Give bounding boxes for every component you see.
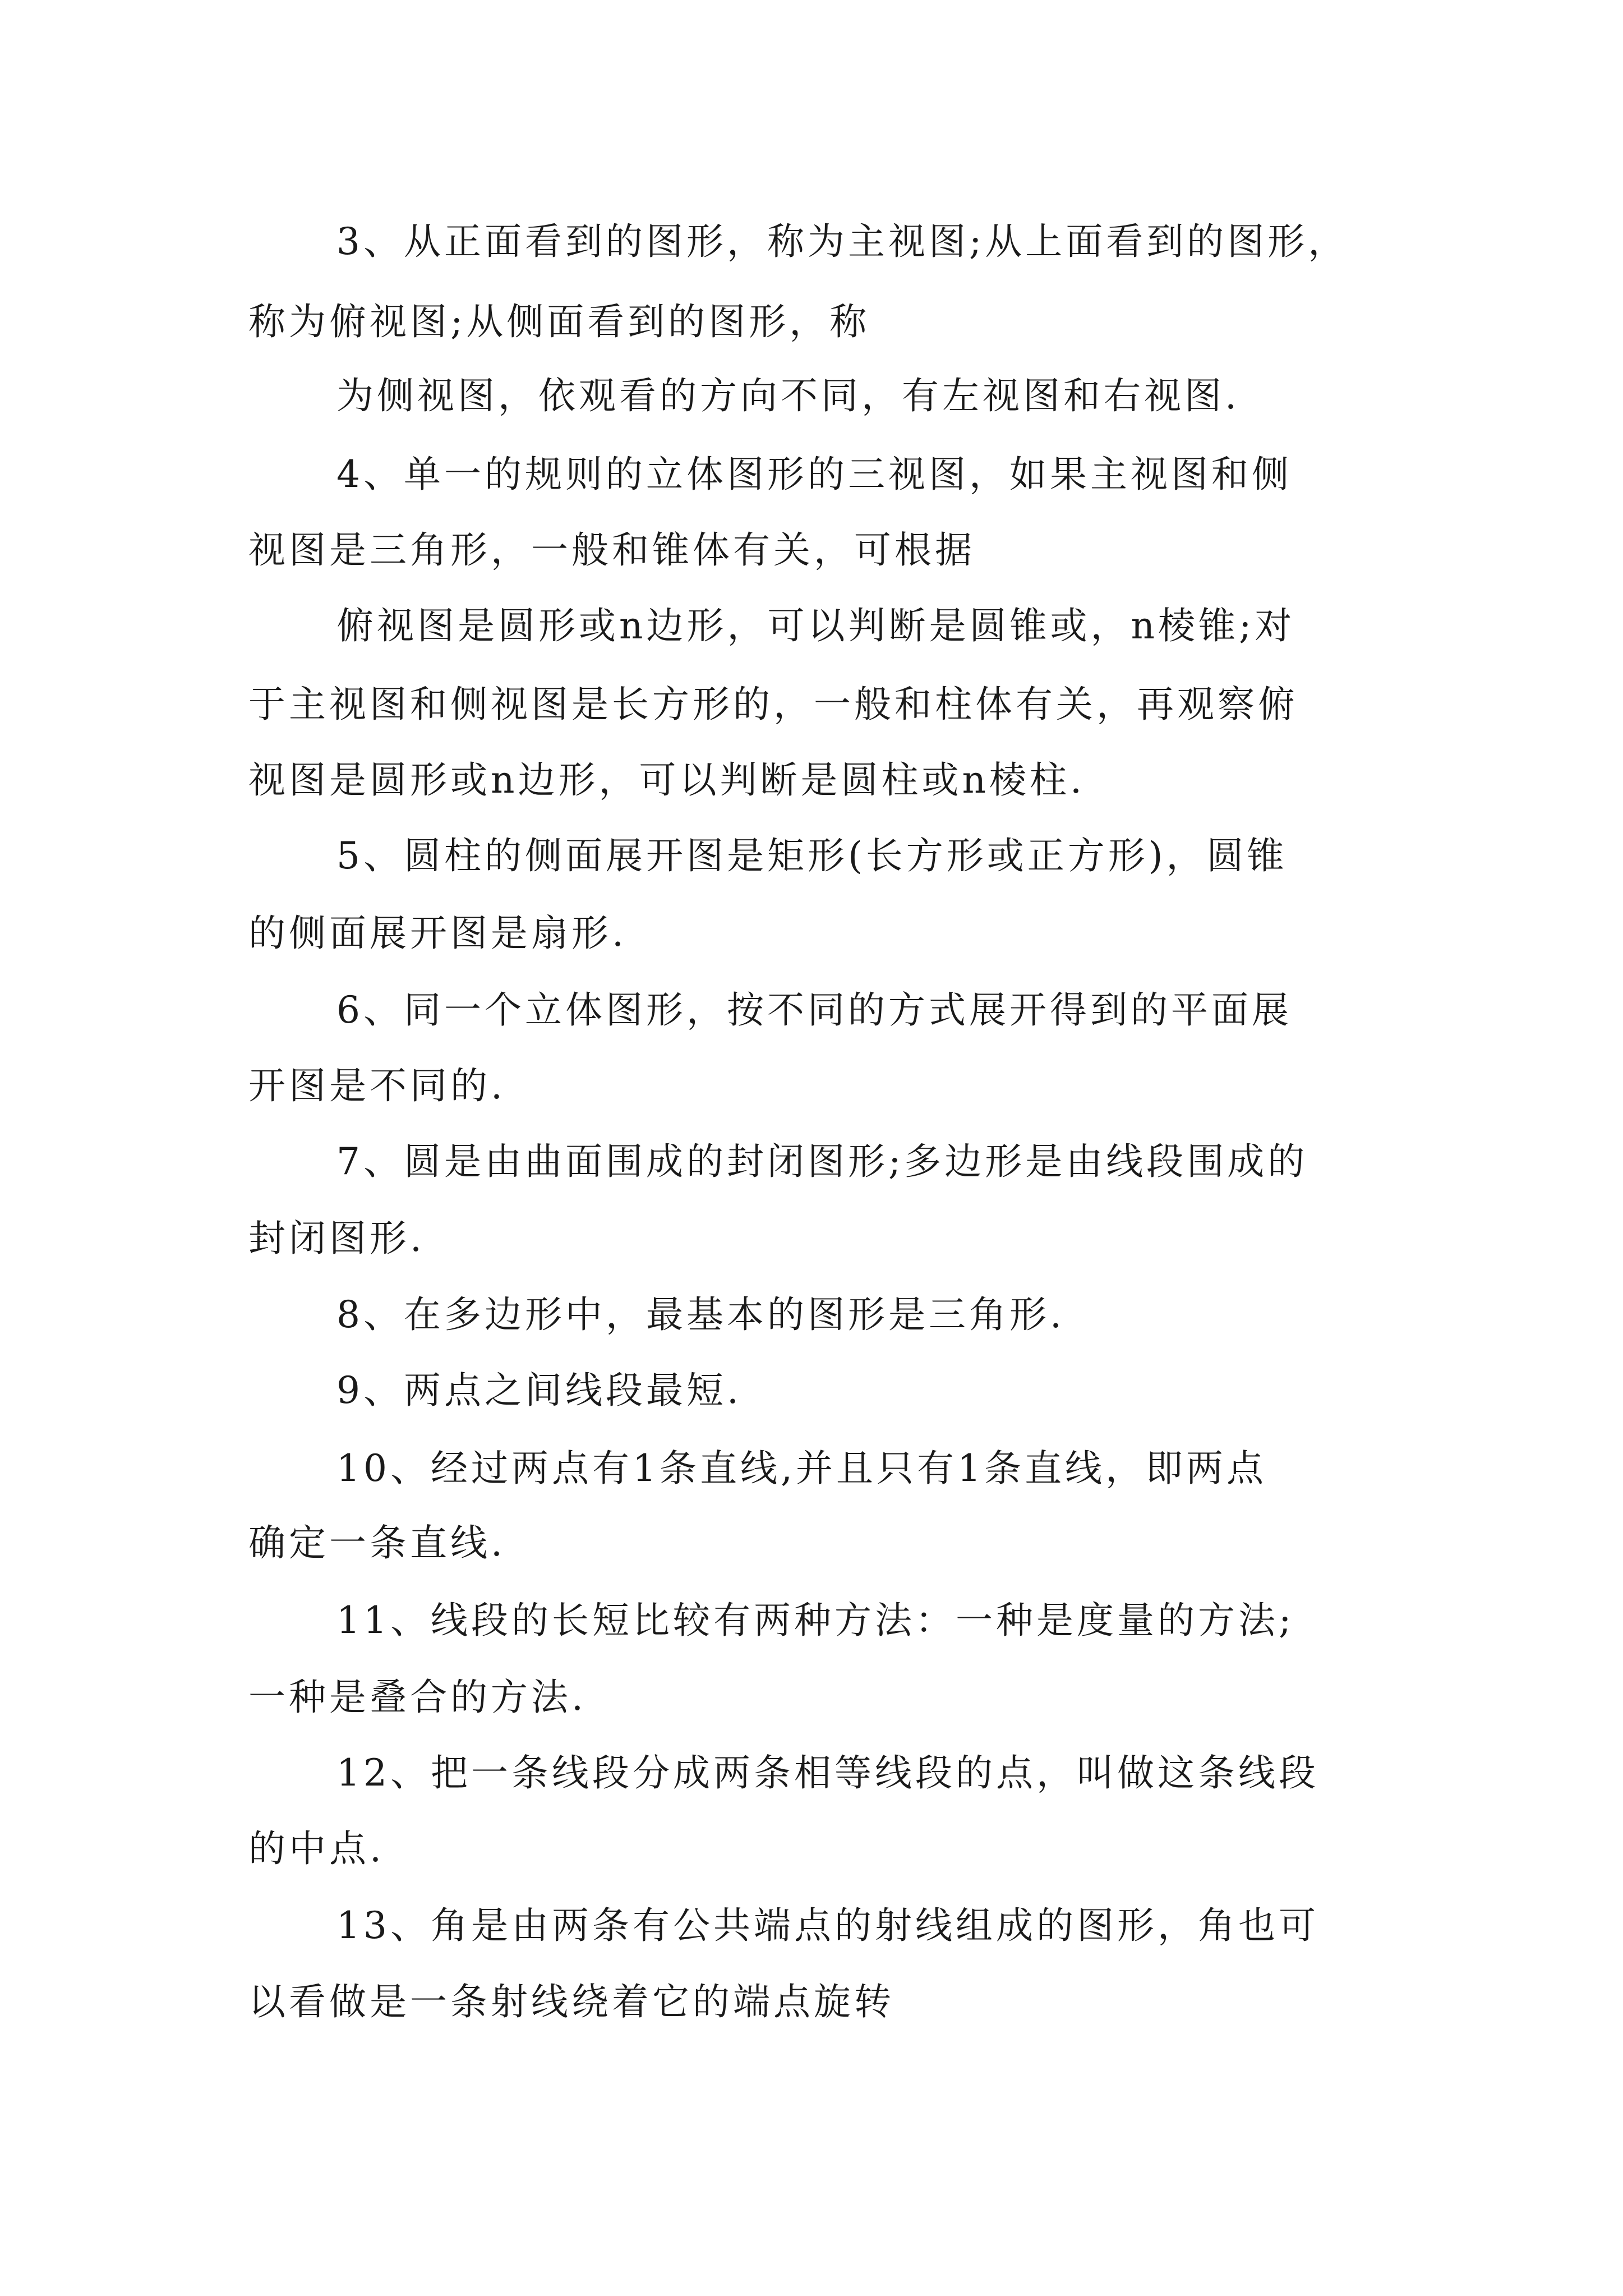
text-line: 3、从正面看到的图形，称为主视图;从上面看到的图形， — [336, 220, 1349, 263]
text-line: 7、圆是由曲面围成的封闭图形;多边形是由线段围成的 — [336, 1140, 1308, 1183]
text-line: 12、把一条线段分成两条相等线段的点，叫做这条线段 — [336, 1751, 1319, 1795]
text-line: 5、圆柱的侧面展开图是矩形(长方形或正方形)，圆锥 — [336, 834, 1288, 877]
text-line: 4、单一的规则的立体图形的三视图，如果主视图和侧 — [336, 453, 1292, 496]
text-line: 10、经过两点有1条直线,并且只有1条直线，即两点 — [336, 1447, 1267, 1490]
text-line: 9、两点之间线段最短. — [336, 1369, 742, 1412]
text-line: 于主视图和侧视图是长方形的，一般和柱体有关，再观察俯 — [248, 683, 1298, 726]
text-line: 11、线段的长短比较有两种方法：一种是度量的方法; — [336, 1599, 1295, 1642]
text-line: 一种是叠合的方法. — [248, 1676, 587, 1719]
text-line: 确定一条直线. — [248, 1521, 506, 1565]
text-line: 13、角是由两条有公共端点的射线组成的图形，角也可 — [336, 1904, 1319, 1947]
text-line: 开图是不同的. — [248, 1064, 506, 1107]
text-line: 8、在多边形中，最基本的图形是三角形. — [336, 1293, 1065, 1336]
text-line: 俯视图是圆形或n边形，可以判断是圆锥或，n棱锥;对 — [336, 604, 1295, 647]
text-line: 封闭图形. — [248, 1217, 425, 1260]
text-line: 称为俯视图;从侧面看到的图形，称 — [248, 300, 870, 343]
text-line: 6、同一个立体图形，按不同的方式展开得到的平面展 — [336, 988, 1292, 1032]
text-line: 以看做是一条射线绕着它的端点旋转 — [248, 1980, 895, 2023]
text-line: 的中点. — [248, 1827, 385, 1870]
text-line: 的侧面展开图是扇形. — [248, 912, 627, 955]
text-line: 为侧视图，依观看的方向不同，有左视图和右视图. — [336, 374, 1240, 417]
text-line: 视图是圆形或n边形，可以判断是圆柱或n棱柱. — [248, 758, 1085, 802]
text-line: 视图是三角形，一般和锥体有关，可根据 — [248, 528, 975, 572]
